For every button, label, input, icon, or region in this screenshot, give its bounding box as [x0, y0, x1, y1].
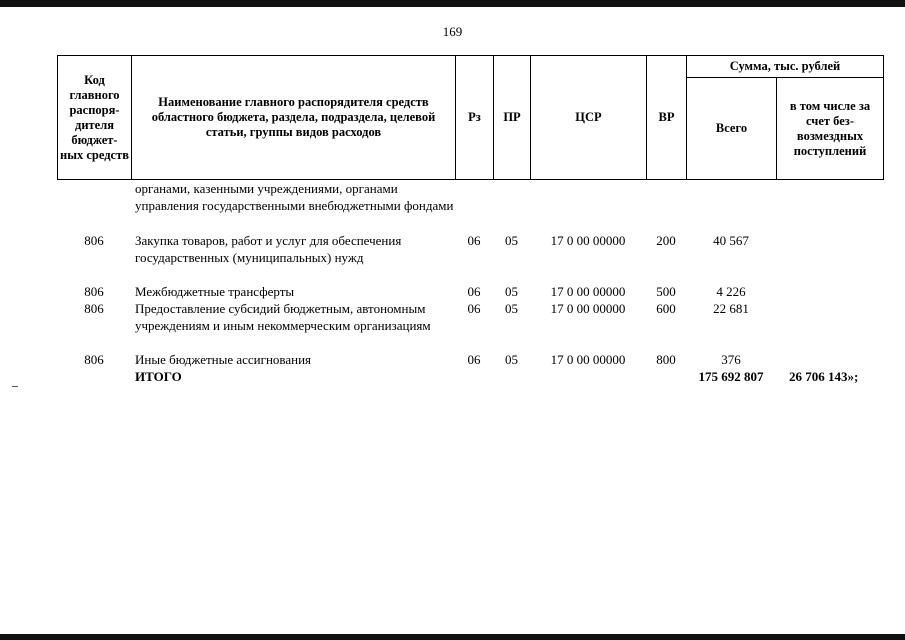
- cell-pr: 05: [505, 352, 518, 367]
- cell-code: 806: [84, 352, 104, 367]
- cell-name: Иные бюджетные ассигнования: [135, 352, 312, 367]
- table-row: [57, 351, 883, 368]
- total-grants: 26 706 143»;: [789, 369, 859, 384]
- cell-rz: 06: [467, 301, 481, 316]
- header-code: Код главного распоря-дителя бюджет-ных средств: [58, 56, 132, 180]
- table-header: [57, 55, 884, 180]
- header-csr: ЦСР: [531, 56, 647, 180]
- cell-code: 806: [84, 233, 104, 248]
- table-body: [57, 180, 883, 385]
- cell-code: 806: [84, 301, 104, 316]
- header-grants: в том числе за счет без-возмездных поступлений: [777, 78, 884, 180]
- cell-name: Предоставление субсидий бюджетным, автономным учреждениям и иным некоммерческим организациям: [135, 301, 431, 333]
- header-name: Наименование главного распорядителя средств областного бюджета, раздела, подраздела, целевой статьи, группы видов расходов: [132, 56, 456, 180]
- header-rz: Рз: [456, 56, 494, 180]
- cell-code: 806: [84, 284, 104, 299]
- cell-total: 22 681: [713, 301, 749, 316]
- cell-csr: 17 0 00 00000: [550, 233, 626, 248]
- table-row: [57, 232, 883, 283]
- header-sum: Сумма, тыс. рублей: [687, 56, 884, 78]
- cell-csr: 17 0 00 00000: [550, 284, 626, 299]
- cell-name: органами, казенными учреждениями, органами управления государственными внебюджетными фондами: [135, 181, 454, 213]
- cell-vr: 800: [656, 352, 676, 367]
- cell-rz: 06: [467, 233, 481, 248]
- cell-pr: 05: [505, 284, 518, 299]
- cell-total: 40 567: [713, 233, 749, 248]
- header-vr: ВР: [647, 56, 687, 180]
- cell-vr: 500: [656, 284, 676, 299]
- cell-name: Межбюджетные трансферты: [135, 284, 295, 299]
- cell-csr: 17 0 00 00000: [550, 301, 626, 316]
- cell-rz: 06: [467, 352, 481, 367]
- total-row: [57, 368, 883, 385]
- table-row: [57, 283, 883, 300]
- cell-vr: 600: [656, 301, 676, 316]
- table-row: [57, 300, 883, 351]
- cell-pr: 05: [505, 301, 518, 316]
- header-total: Всего: [687, 78, 777, 180]
- cell-rz: 06: [467, 284, 481, 299]
- cell-total: 4 226: [716, 284, 746, 299]
- table-row: [57, 180, 883, 232]
- top-border: [0, 0, 905, 7]
- header-pr: ПР: [494, 56, 531, 180]
- total-amount: 175 692 807: [698, 369, 764, 384]
- total-label: ИТОГО: [135, 369, 182, 384]
- cell-total: 376: [721, 352, 741, 367]
- page-number: 169: [442, 24, 463, 39]
- cell-vr: 200: [656, 233, 676, 248]
- cell-pr: 05: [505, 233, 518, 248]
- cell-name: Закупка товаров, работ и услуг для обеспечения государственных (муниципальных) нужд: [135, 233, 402, 265]
- cell-csr: 17 0 00 00000: [550, 352, 626, 367]
- bottom-border: [0, 634, 905, 640]
- margin-mark: [12, 386, 18, 387]
